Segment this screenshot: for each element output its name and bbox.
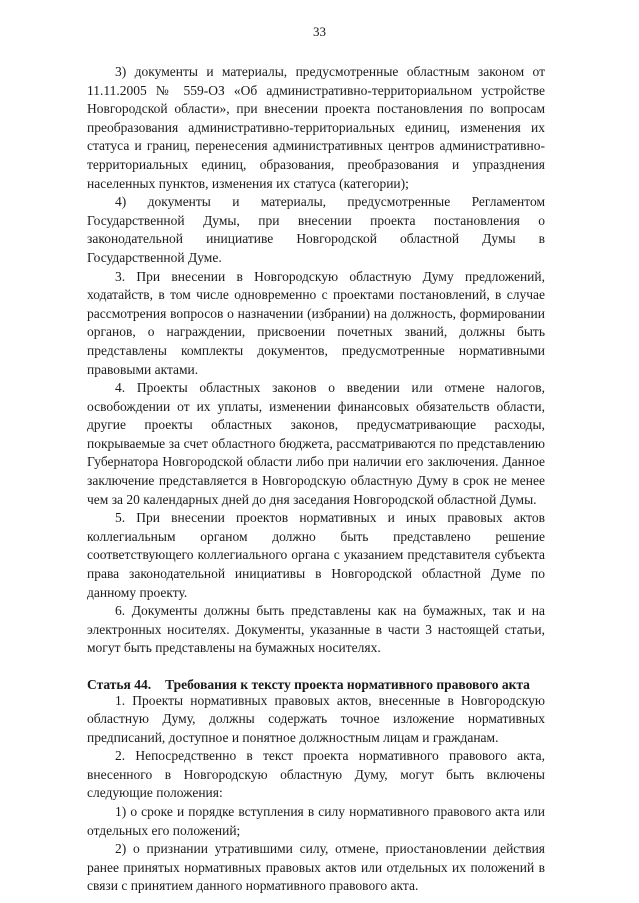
article-heading xyxy=(87,678,545,692)
paragraph-list-item-3: 3) документы и материалы, предусмотренные областным законом от 11.11.2005 № 559-ОЗ «Об административно-территориальном устройстве Новгородской области», при внесении проекта постановления по вопросам преобразования административно-территориальных единиц, изменения их статуса и границ, перенесения административных центров административно-территориальных единиц, образования, преобразования и упразднения населенных пунктов, изменения их статуса (категории); xyxy=(87,64,545,191)
paragraph-article-item-1: 1) о сроке и порядке вступления в силу нормативного правового акта или отдельных его положений; xyxy=(87,804,545,838)
paragraph-article-part-2: 2. Непосредственно в текст проекта нормативного правового акта, внесенного в Новгородскую областную Думу, могут быть включены следующие положения: xyxy=(87,748,545,801)
page-number: 33 xyxy=(313,24,326,39)
paragraph-list-item-4: 4) документы и материалы, предусмотренные Регламентом Государственной Думы, при внесении проекта постановления о законодательной инициативе Новгородской областной Думы в Государственной Думе. xyxy=(87,194,545,265)
paragraph-part-6: 6. Документы должны быть представлены как на бумажных, так и на электронных носителях. Документы, указанные в части 3 настоящей статьи, могут быть представлены на бумажных носителях. xyxy=(87,603,545,656)
paragraph-part-3: 3. При внесении в Новгородскую областную Думу предложений, ходатайств, в том числе одновременно с проектами постановлений, в случае рассмотрения вопросов о назначении (избрании) на должность, формировании органов, о награждении, присвоении почетных званий, должны быть представлены комплекты документов, предусмотренные нормативными правовыми актами. xyxy=(87,268,545,377)
article-title: Требования к тексту проекта нормативного правового акта xyxy=(165,677,530,692)
paragraph-part-4: 4. Проекты областных законов о введении или отмене налогов, освобождении от их уплаты, изменении финансовых обязательств области, другие проекты областных законов, предусматривающие расходы, покрываемые за счет областного бюджета, рассматриваются по представлению Губернатора Новгородской области либо при наличии его заключения. Данное заключение представляется в Новгородскую областную Думу в срок не менее чем за 20 календарных дней до дня заседания Новгородской областной Думы. xyxy=(87,380,545,507)
article-number: Статья 44. xyxy=(87,677,152,692)
paragraph-article-item-2: 2) о признании утратившими силу, отмене, приостановлении действия ранее принятых нормативных правовых актов или отдельных их положений в связи с принятием данного нормативного правового акта. xyxy=(87,841,545,894)
document-body xyxy=(87,63,545,896)
paragraph-part-5: 5. При внесении проектов нормативных и иных правовых актов коллегиальным органом должно быть представлено решение соответствующего коллегиального органа с указанием представителя субъекта права законодательной инициативы в Новгородской областной Думе по данному проекту. xyxy=(87,510,545,600)
paragraph-article-part-1: 1. Проекты нормативных правовых актов, внесенные в Новгородскую областную Думу, должны содержать точное изложение нормативных предписаний, доступное и понятное должностным лицам и гражданам. xyxy=(87,692,545,745)
